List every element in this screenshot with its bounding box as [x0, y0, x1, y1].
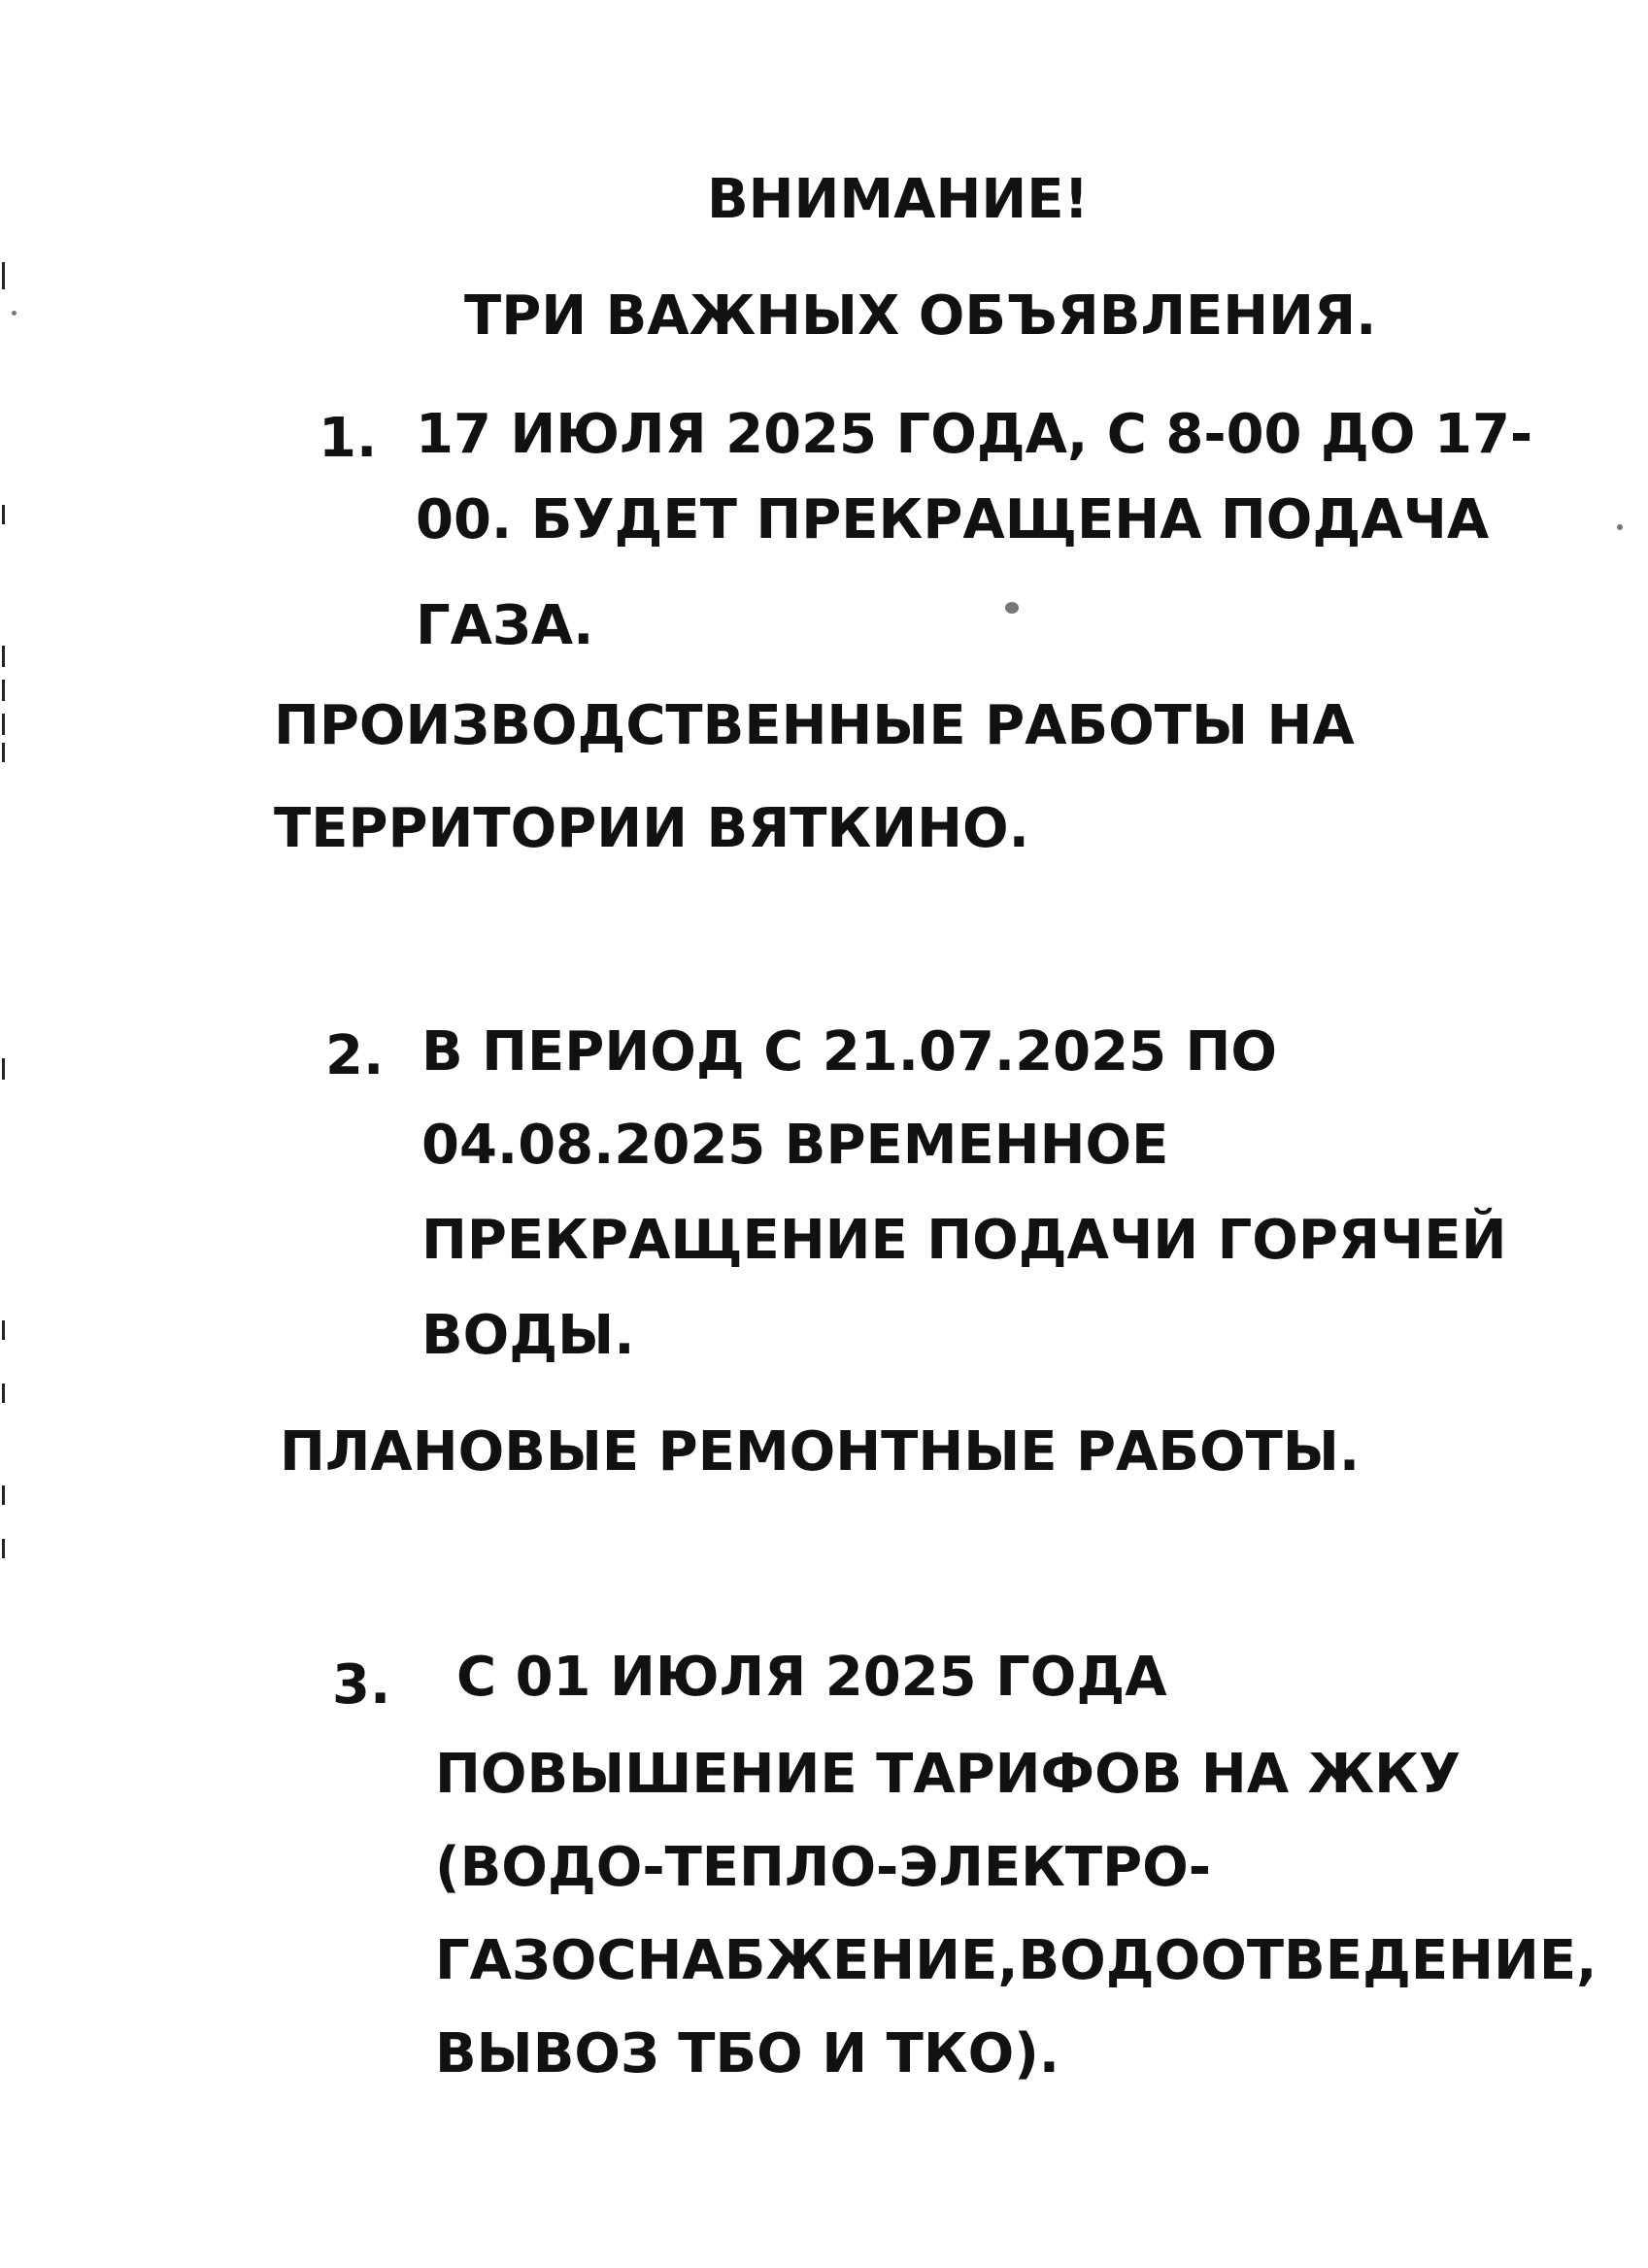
item-line: (ВОДО-ТЕПЛО-ЭЛЕКТРО- [435, 1836, 1212, 1899]
scan-edge-mark [2, 714, 5, 735]
item-line: В ПЕРИОД С 21.07.2025 ПО [421, 1020, 1278, 1084]
notice-subtitle: ТРИ ВАЖНЫХ ОБЪЯВЛЕНИЯ. [464, 284, 1377, 348]
item-number: 2. [325, 1024, 385, 1087]
item-line: С 01 ИЮЛЯ 2025 ГОДА [456, 1646, 1167, 1709]
item-line: ВОДЫ. [421, 1304, 635, 1367]
item-line: 17 ИЮЛЯ 2025 ГОДА, С 8-00 ДО 17- [416, 403, 1533, 466]
item-line: 00. БУДЕТ ПРЕКРАЩЕНА ПОДАЧА [416, 488, 1490, 551]
item-line: 04.08.2025 ВРЕМЕННОЕ [421, 1114, 1169, 1177]
item-line: ГАЗОСНАБЖЕНИЕ,ВОДООТВЕДЕНИЕ, [435, 1929, 1598, 1992]
scan-edge-mark [2, 680, 5, 701]
scan-edge-mark [2, 1384, 5, 1403]
item-note-line: ПЛАНОВЫЕ РЕМОНТНЫЕ РАБОТЫ. [280, 1420, 1361, 1484]
scan-edge-mark [2, 1058, 5, 1080]
scan-edge-mark [2, 1320, 5, 1340]
scan-edge-mark [2, 505, 5, 524]
scan-edge-mark [2, 1485, 5, 1505]
scan-edge-mark [2, 646, 5, 667]
scan-speck [12, 311, 17, 316]
item-number: 1. [319, 407, 378, 470]
item-line: ГАЗА. [416, 594, 594, 657]
item-line: ВЫВОЗ ТБО И ТКО). [435, 2022, 1060, 2085]
notice-title: ВНИМАНИЕ! [707, 168, 1090, 231]
scan-edge-mark [2, 1539, 5, 1558]
item-number: 3. [332, 1653, 391, 1717]
item-note-line: ТЕРРИТОРИИ ВЯТКИНО. [274, 797, 1029, 860]
scan-edge-mark [2, 743, 5, 762]
item-line: ПРЕКРАЩЕНИЕ ПОДАЧИ ГОРЯЧЕЙ [421, 1209, 1507, 1272]
scan-speck [1005, 602, 1019, 614]
item-line: ПОВЫШЕНИЕ ТАРИФОВ НА ЖКУ [435, 1743, 1462, 1806]
scan-speck [1617, 524, 1623, 530]
item-note-line: ПРОИЗВОДСТВЕННЫЕ РАБОТЫ НА [274, 694, 1355, 757]
scan-edge-mark [2, 262, 5, 289]
